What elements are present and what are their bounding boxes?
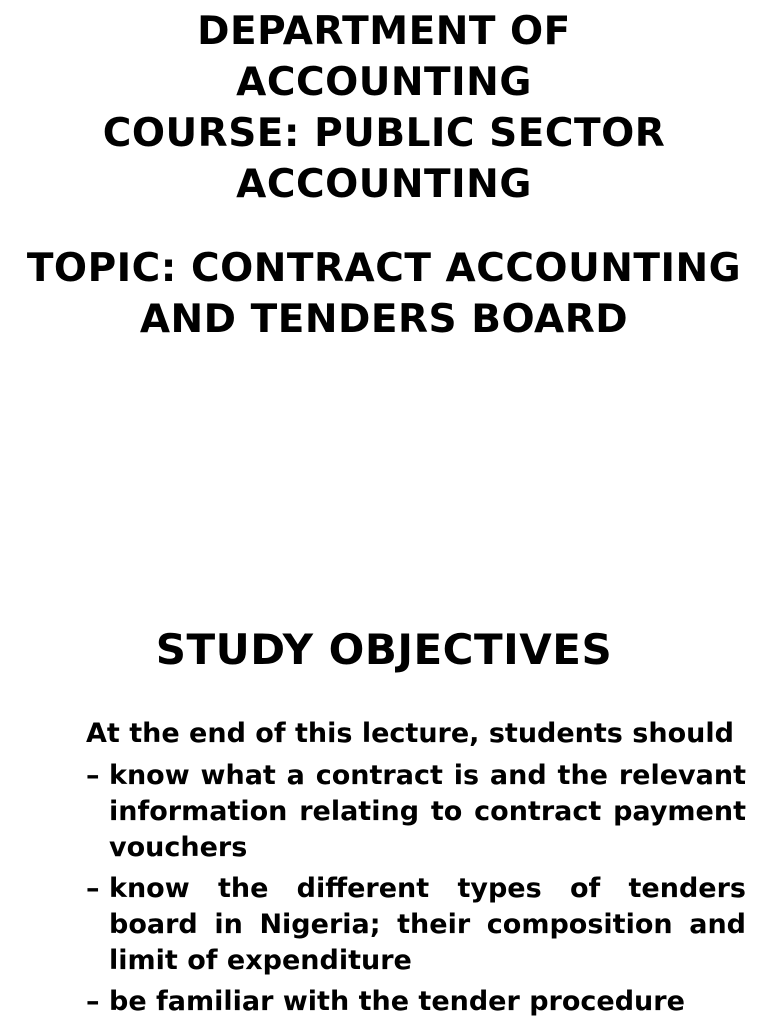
dash-bullet-icon: – [86,760,100,791]
objectives-slide [0,600,768,1024]
department-line-2: ACCOUNTING [236,60,532,105]
title-slide [0,0,768,360]
department-line-1: DEPARTMENT OF [197,9,571,54]
topic-line-1: TOPIC: CONTRACT ACCOUNTING [26,246,742,291]
department-course-title [0,6,768,210]
objective-item [86,758,746,866]
objectives-heading: STUDY OBJECTIVES [155,625,613,674]
objectives-intro: At the end of this lecture, students should [86,718,734,749]
objective-text: know the different types of tenders board in Nigeria; their composition and limit of expenditure [109,873,746,976]
objective-text: be familiar with the tender procedure [109,986,685,1017]
course-line-1: COURSE: PUBLIC SECTOR [102,111,666,156]
objective-text: know what a contract is and the relevant information relating to contract payment vouchers [109,760,746,863]
dash-bullet-icon: – [86,873,100,904]
topic-line-2: AND TENDERS BOARD [139,297,629,342]
objective-item [86,871,746,979]
course-line-2: ACCOUNTING [236,162,532,207]
objective-item [86,984,746,1020]
dash-bullet-icon: – [86,986,100,1017]
objectives-list [86,758,746,1025]
topic-title [0,243,768,345]
